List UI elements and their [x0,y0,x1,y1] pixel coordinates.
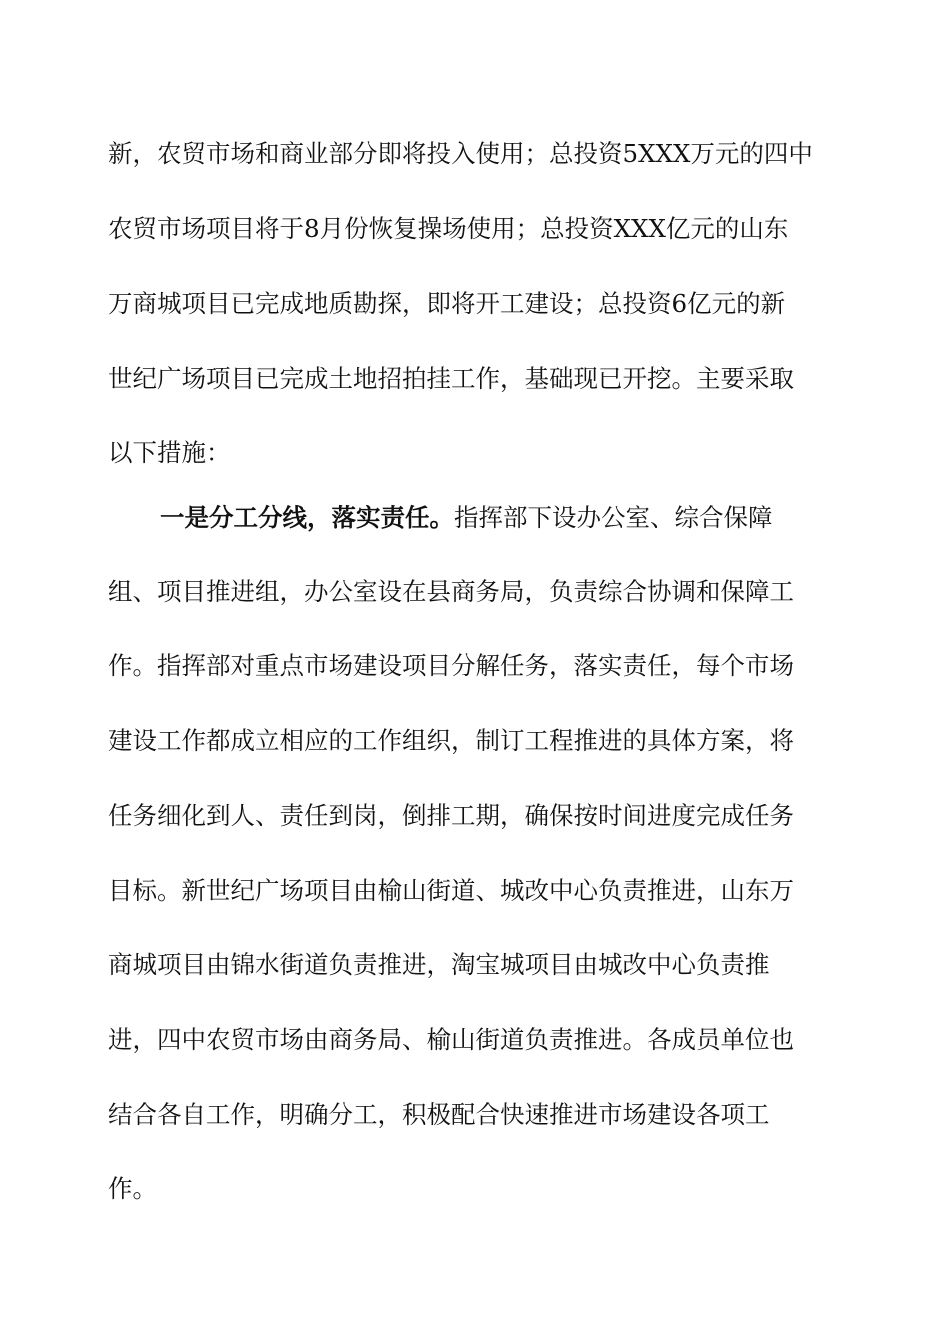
paragraph-2-line-3: 作。指挥部对重点市场建设项目分解任务，落实责任，每个市场 [108,651,794,680]
paragraph-2-line-4: 建设工作都成立相应的工作组织，制订工程推进的具体方案，将 [108,726,794,755]
paragraph-2-line-5: 任务细化到人、责任到岗，倒排工期，确保按时间进度完成任务 [108,801,794,830]
paragraph-1-line-5: 以下措施： [108,438,231,467]
paragraph-2-heading: 一是分工分线，落实责任。 [160,503,454,532]
paragraph-1-line-4: 世纪广场项目已完成土地招拍挂工作，基础现已开挖。主要采取 [108,364,794,393]
paragraph-2-line-8: 进，四中农贸市场由商务局、榆山街道负责推进。各成员单位也 [108,1025,794,1054]
paragraph-2-line-1 [160,498,773,538]
paragraph-2-line-10: 作。 [108,1174,157,1203]
paragraph-1-line-3: 万商城项目已完成地质勘探，即将开工建设；总投资6亿元的新 [108,289,786,318]
paragraph-2-line-7: 商城项目由锦水街道负责推进，淘宝城项目由城改中心负责推 [108,950,770,979]
paragraph-2-line-6: 目标。新世纪广场项目由榆山街道、城改中心负责推进，山东万 [108,876,794,905]
paragraph-2-first-line-text: 指挥部下设办公室、综合保障 [454,503,773,532]
paragraph-2-line-2: 组、项目推进组，办公室设在县商务局，负责综合协调和保障工 [108,577,794,606]
paragraph-1-line-2: 农贸市场项目将于8月份恢复操场使用；总投资XXX亿元的山东 [108,214,789,243]
paragraph-2-line-9: 结合各自工作，明确分工，积极配合快速推进市场建设各项工 [108,1100,770,1129]
paragraph-1-line-1: 新，农贸市场和商业部分即将投入使用；总投资5XXX万元的四中 [108,139,813,168]
